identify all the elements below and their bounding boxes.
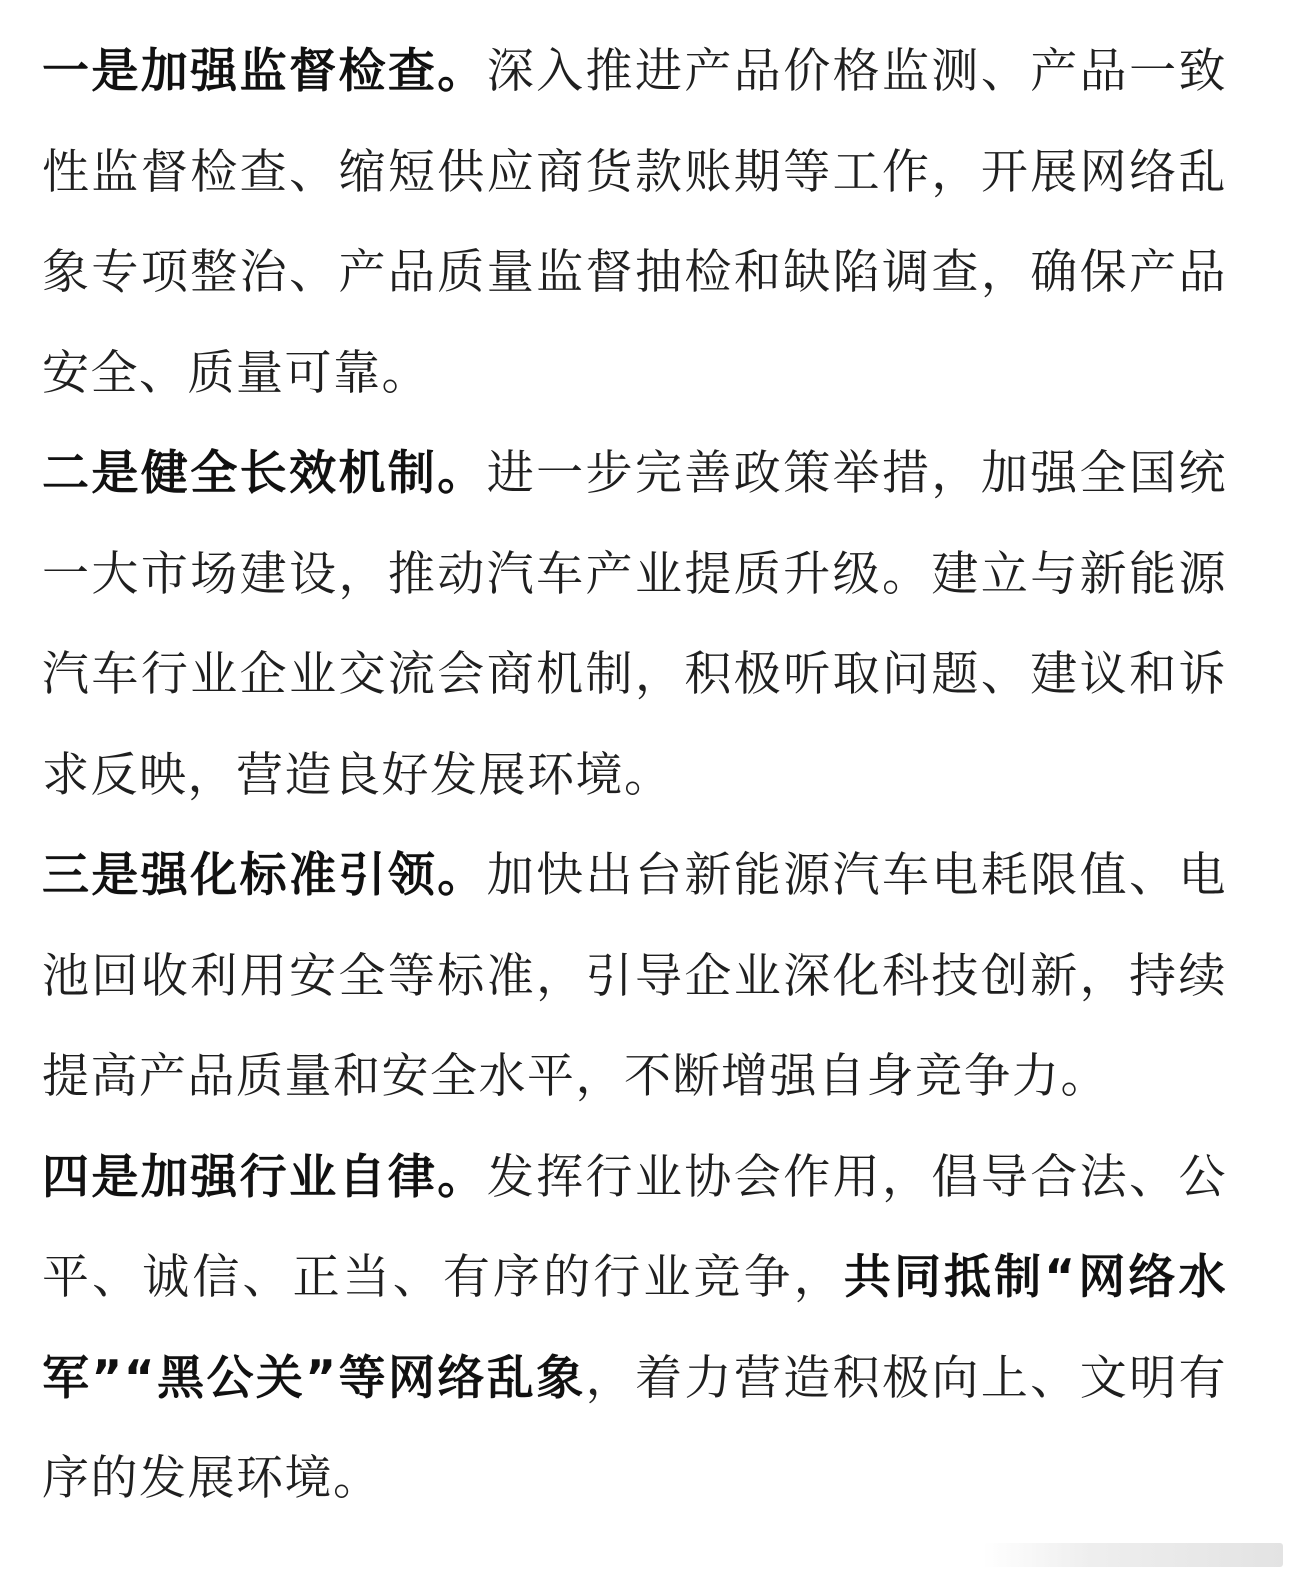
paragraph-text: 发挥行业协会作用，倡导合法、公平、诚信、正当、有序的行业竞争， [42,1149,1228,1305]
paragraph-text: ，着力营造积极向上、文明有序的发展环境。 [42,1350,1228,1506]
emphasis-text: 共同抵制“网络水军”“黑公关”等网络乱象 [42,1250,1228,1406]
paragraph-lead: 三是强化标准引领。 [42,848,487,903]
paragraph-lead: 一是加强监督检查。 [42,44,487,99]
paragraph-text: 加快出台新能源汽车电耗限值、电池回收利用安全等标准，引导企业深化科技创新，持续提高产品质量和安全水平，不断增强自身竞争力。 [42,848,1228,1104]
paragraph-text: 进一步完善政策举措，加强全国统一大市场建设，推动汽车产业提质升级。建立与新能源汽车行业企业交流会商机制，积极听取问题、建议和诉求反映，营造良好发展环境。 [42,446,1228,803]
paragraph-1 [42,22,1227,424]
article-body [42,22,1227,1530]
paragraph-lead: 四是加强行业自律。 [42,1149,487,1205]
paragraph-4 [42,1128,1227,1530]
watermark [983,1541,1283,1569]
paragraph-3 [42,826,1227,1128]
paragraph-lead: 二是健全长效机制。 [42,446,487,501]
paragraph-2 [42,424,1227,826]
paragraph-text: 深入推进产品价格监测、产品一致性监督检查、缩短供应商货款账期等工作，开展网络乱象专项整治、产品质量监督抽检和缺陷调查，确保产品安全、质量可靠。 [42,44,1228,401]
watermark-blur [983,1543,1283,1567]
